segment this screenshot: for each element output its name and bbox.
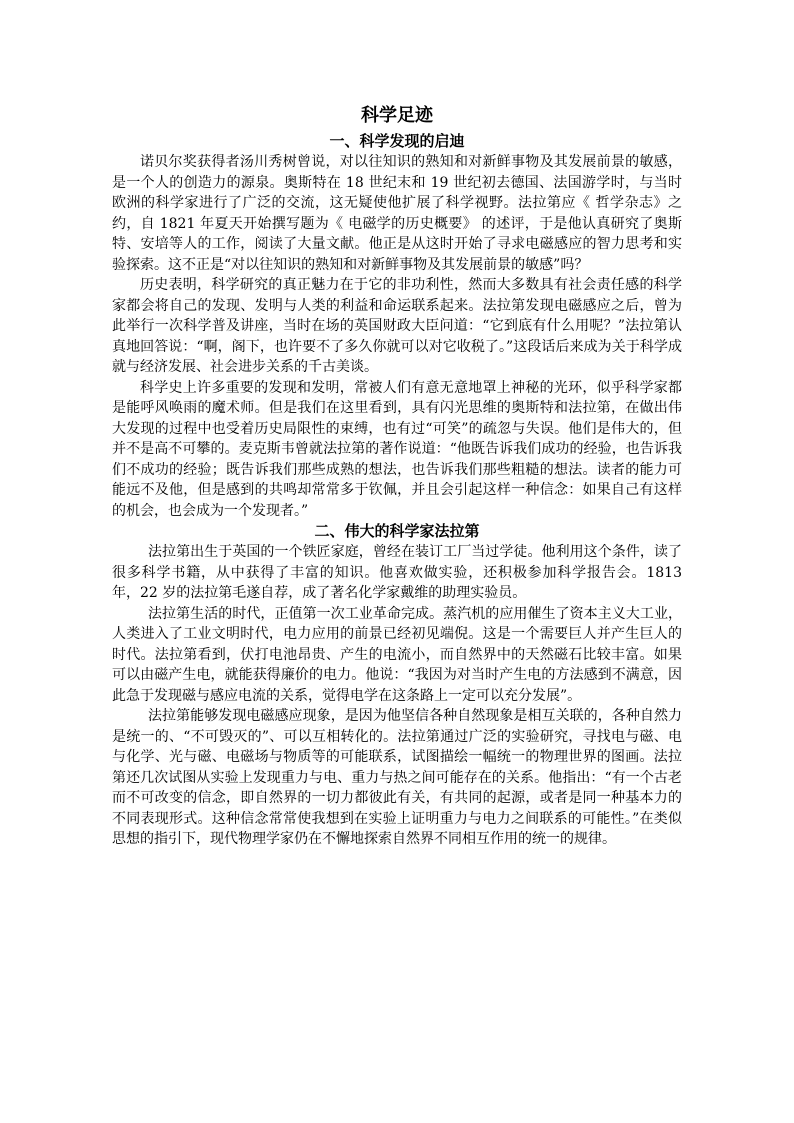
paragraph: 法拉第能够发现电磁感应现象，是因为他坚信各种自然现象是相互关联的，各种自然力是统一的、“不可毁灭的”、可以互相转化的。法拉第通过广泛的实验研究，寻找电与磁、电与化学、光与磁、电磁场与物质等的可能联系，试图描绘一幅统一的物理世界的图画。法拉第还几次试图从实验上发现重力与电、重力与热之间可能存在的关系。他指出：“有一个古老而不可改变的信念，即自然界的一切力都彼此有关，有共同的起源，或者是同一种基本力的不同表现形式。这种信念常常使我想到在实验上证明重力与电力之间联系的可能性。”在类似思想的指引下，现代物理学家仍在不懈地探索自然界不同相互作用的统一的规律。 <box>112 708 682 847</box>
section-faraday <box>112 521 682 850</box>
paragraph: 科学史上许多重要的发现和发明，常被人们有意无意地罩上神秘的光环，似乎科学家都是能呼风唤雨的魔术师。但是我们在这里看到，具有闪光思维的奥斯特和法拉第，在做出伟大发现的过程中也受着历史局限性的束缚，也有过“可笑”的疏忽与失误。他们是伟大的，但并不是高不可攀的。麦克斯韦曾就法拉第的著作说道：“他既告诉我们成功的经验，也告诉我们不成功的经验；既告诉我们那些成熟的想法，也告诉我们那些粗糙的想法。读者的能力可能远不及他，但是感到的共鸣却常常多于钦佩，并且会引起这样一种信念：如果自己有这样的机会，也会成为一个发现者。” <box>112 379 682 519</box>
section-heading: 二、伟大的科学家法拉第 <box>314 522 480 540</box>
document-title: 科学足迹 <box>361 105 433 126</box>
paragraph: 法拉第生活的时代，正值第一次工业革命完成。蒸汽机的应用催生了资本主义大工业，人类进入了工业文明时代，电力应用的前景已经初见端倪。这是一个需要巨人并产生巨人的时代。法拉第看到，伏打电池昂贵、产生的电流小，而自然界中的天然磁石比较丰富。如果可以由磁产生电，就能获得廉价的电力。他说：“我因为对当时产生电的方法感到不满意，因此急于发现磁与感应电流的关系，觉得电学在这条路上一定可以充分发展”。 <box>112 605 682 704</box>
document-page <box>112 103 682 850</box>
section-scientific-inspiration <box>112 131 682 521</box>
paragraph: 诺贝尔奖获得者汤川秀树曾说，对以往知识的熟知和对新鲜事物及其发展前景的敏感，是一个人的创造力的源泉。奥斯特在 18 世纪末和 19 世纪初去德国、法国游学时，与当时欧洲的科学家进行了广泛的交流，这无疑使他扩展了科学视野。法拉第应《 哲学杂志》之约，自 1821 年夏天开始撰写题为《 电磁学的历史概要》 的述评，于是他认真研究了奥斯特、安培等人的工作，阅读了大量文献。他正是从这时开始了寻求电磁感应的智力思考和实验探索。这不正是“对以往知识的熟知和对新鲜事物及其发展前景的敏感”吗？ <box>112 154 682 273</box>
paragraph: 法拉第出生于英国的一个铁匠家庭，曾经在装订工厂当过学徒。他利用这个条件，读了很多科学书籍，从中获得了丰富的知识。他喜欢做实验，还积极参加科学报告会。1813 年，22 岁的法拉第毛遂自荐，成了著名化学家戴维的助理实验员。 <box>112 544 682 601</box>
section-heading: 一、科学发现的启迪 <box>329 132 465 150</box>
paragraph: 历史表明，科学研究的真正魅力在于它的非功利性，然而大多数具有社会责任感的科学家都会将自己的发现、发明与人类的利益和命运联系起来。法拉第发现电磁感应之后，曾为此举行一次科学普及讲座，当时在场的英国财政大臣问道：“它到底有什么用呢？”法拉第认真地回答说：“啊，阁下，也许要不了多久你就可以对它收税了。”这段话后来成为关于科学成就与经济发展、社会进步关系的千古美谈。 <box>112 277 682 375</box>
